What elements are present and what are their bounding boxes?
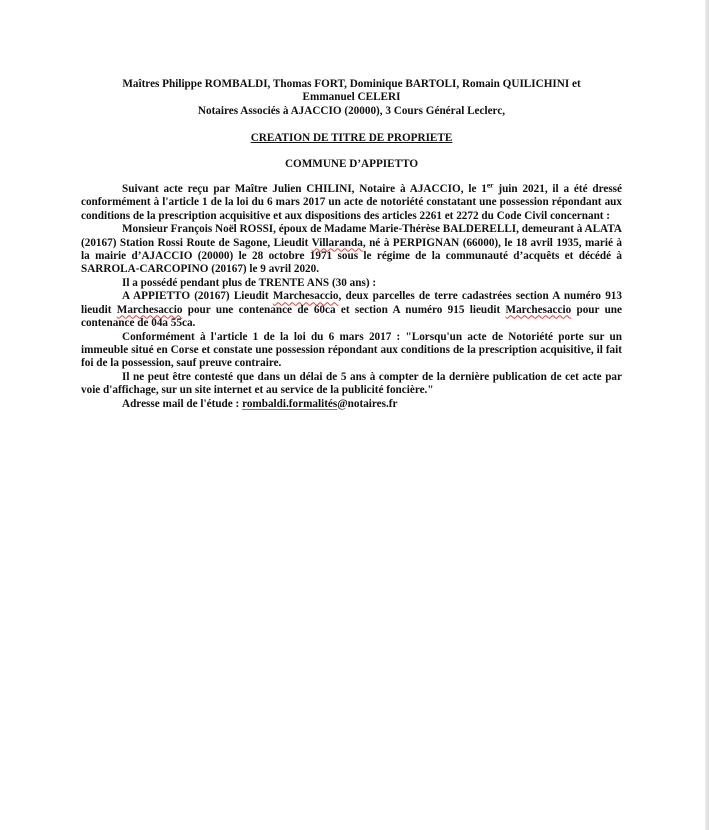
notaries-header [81, 78, 622, 118]
spellcheck-word[interactable]: Marchesaccio [505, 303, 572, 316]
text-run: A APPIETTO (20167) Lieudit [122, 290, 273, 303]
text-run: pour une contenance de 60ca et section A numéro 915 lieudit [182, 303, 506, 316]
page-edge-scrollbar [705, 0, 709, 830]
email-label: Adresse mail de l'étude : [122, 397, 243, 410]
paragraph-law-quote: Conformément à l'article 1 de la loi du 6 mars 2017 : "Lorsqu'un acte de Notoriété porte sur un immeuble situé en Corse et constate une possession répondant aux conditions de la prescription acquisitive, il fait foi de la possession, sauf preuve contraire. [81, 330, 622, 370]
paragraph-email [81, 398, 622, 411]
paragraph-owner [81, 223, 622, 277]
document-body [81, 78, 622, 411]
superscript: er [486, 180, 494, 190]
paragraph-acte [81, 180, 622, 223]
email-local-part[interactable]: rombaldi.formalités [242, 397, 338, 410]
text-run: Suivant acte reçu par Maître Julien CHILINI, Notaire à AJACCIO, le 1 [122, 183, 487, 196]
text-run: , né à PERPIGNAN (66000), le 18 avril 1935, marié à la mairie d’AJACCIO (20000) le 28 octobre 1971 sous le régime de la communauté d’acquêts et décédé à SARROLA-CARCOPINO (20167) le 9 avril 2020. [81, 236, 622, 276]
spellcheck-word[interactable]: Marchesaccio [116, 303, 183, 316]
document-title: CREATION DE TITRE DE PROPRIETE [250, 132, 453, 145]
notaries-address: Notaires Associés à AJACCIO (20000), 3 Cours Général Leclerc, [197, 104, 506, 117]
paragraph-contest-delay: Il ne peut être contesté que dans un délai de 5 ans à compter de la dernière publication de cet acte par voie d'affichage, sur un site internet et au service de la publicité foncière." [81, 370, 622, 397]
document-text [81, 180, 623, 411]
text-run: juin 2021, il a été dressé conformément à l'article 1 de la loi du 6 mars 2017 un acte de notoriété constatant une possession répondant aux conditions de la prescription acquisitive et aux dispositions des articles 2261 et 2272 du Code Civil concernant : [81, 183, 622, 222]
spellcheck-word[interactable]: Marchesaccio [272, 290, 339, 303]
email-domain: @notaires.fr [337, 397, 398, 410]
spellcheck-word[interactable]: Villaranda [311, 236, 363, 249]
document-subtitle: COMMUNE D’APPIETTO [284, 157, 419, 170]
text-run: Monsieur François Noël ROSSI, époux de Madame Marie-Thérèse BALDERELLI, demeurant à ALATA (20167) Station Rossi Route de Sagone, Lieudit [81, 223, 623, 249]
notaries-names-line: Maîtres Philippe ROMBALDI, Thomas FORT, Dominique BARTOLI, Romain QUILICHINI et [122, 78, 581, 90]
paragraph-parcels [81, 290, 622, 330]
notaries-names-line-2: Emmanuel CELERI [302, 91, 401, 104]
text-run: pour une contenance de 04a 55ca. [81, 303, 622, 330]
paragraph-possession: Il a possédé pendant plus de TRENTE ANS (30 ans) : [122, 276, 377, 289]
text-run: , deux parcelles de terre cadastrées section A numéro 913 lieudit [81, 290, 622, 316]
